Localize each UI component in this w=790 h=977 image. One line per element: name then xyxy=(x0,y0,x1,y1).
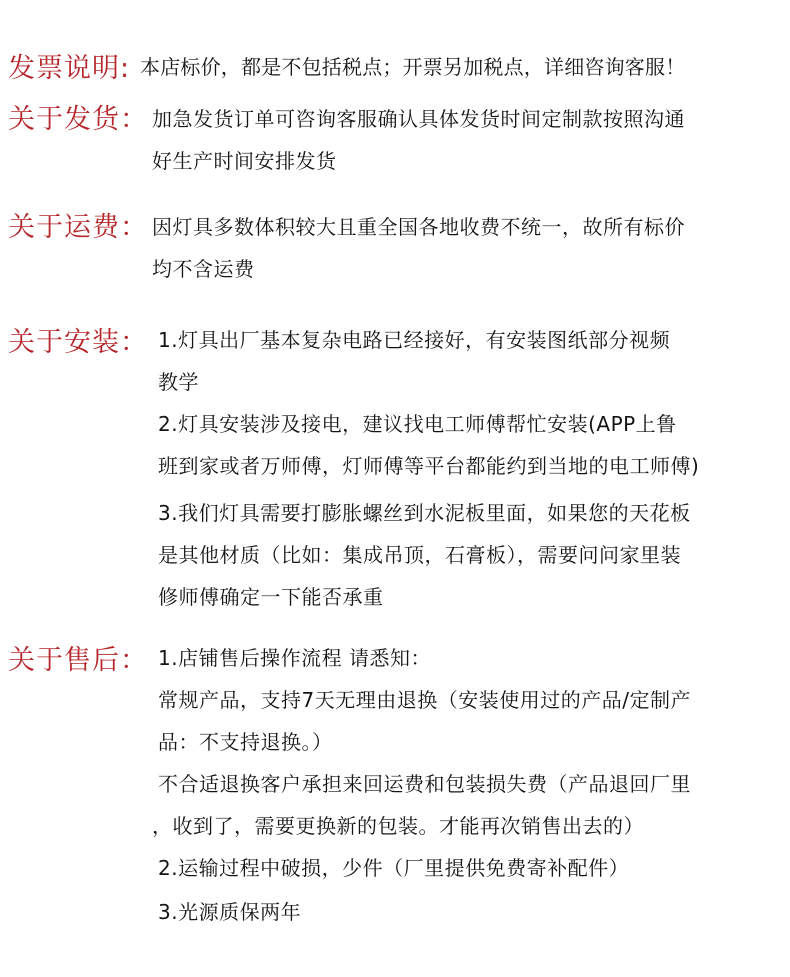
section-heading xyxy=(8,46,130,85)
body-line: 1.灯具出厂基本复杂电路已经接好，有安装图纸部分视频 xyxy=(158,328,671,352)
body-line: 不合适退换客户承担来回运费和包装损失费（产品退回厂里 xyxy=(158,772,691,796)
body-line: 是其他材质（比如：集成吊顶，石膏板），需要问问家里装 xyxy=(158,543,681,567)
body-line: 常规产品，支持7天无理由退换（安装使用过的产品/定制产 xyxy=(158,688,691,712)
heading-colon: ： xyxy=(120,212,148,243)
section-heading xyxy=(8,205,148,244)
body-line: 本店标价，都是不包括税点；开票另加税点，详细咨询客服！ xyxy=(140,55,686,79)
body-line: 3.我们灯具需要打膨胀螺丝到水泥板里面，如果您的天花板 xyxy=(158,501,691,525)
heading-colon: ： xyxy=(120,327,148,358)
body-line: ，收到了，需要更换新的包装。才能再次销售出去的） xyxy=(152,814,644,838)
body-line: 3.光源质保两年 xyxy=(158,900,302,924)
body-line: 均不含运费 xyxy=(152,257,255,281)
body-line: 2.灯具安装涉及接电，建议找电工师傅帮忙安装(APP上鲁 xyxy=(158,412,677,436)
heading-text: 关于售后 xyxy=(8,645,120,676)
body-line: 好生产时间安排发货 xyxy=(152,149,337,173)
heading-text: 关于运费 xyxy=(8,212,120,243)
body-line: 1.店铺售后操作流程 请悉知： xyxy=(158,646,431,670)
body-line: 2.运输过程中破损，少件（厂里提供免费寄补配件） xyxy=(158,856,630,880)
body-line: 加急发货订单可咨询客服确认具体发货时间定制款按照沟通 xyxy=(152,107,685,131)
heading-colon: ： xyxy=(120,645,148,676)
body-line: 品：不支持退换。） xyxy=(158,730,333,754)
section-heading xyxy=(8,320,148,359)
heading-text: 关于发货 xyxy=(8,104,120,135)
body-line: 修师傅确定一下能否承重 xyxy=(158,585,384,609)
body-line: 因灯具多数体积较大且重全国各地收费不统一，故所有标价 xyxy=(152,215,685,239)
section-heading xyxy=(8,97,148,136)
body-line: 教学 xyxy=(158,370,199,394)
heading-colon: ： xyxy=(120,104,148,135)
body-line: 班到家或者万师傅，灯师傅等平台都能约到当地的电工师傅) xyxy=(158,454,700,478)
heading-colon: : xyxy=(120,53,131,84)
heading-text: 关于安装 xyxy=(8,327,120,358)
heading-text: 发票说明 xyxy=(8,53,120,84)
section-heading xyxy=(8,638,148,677)
